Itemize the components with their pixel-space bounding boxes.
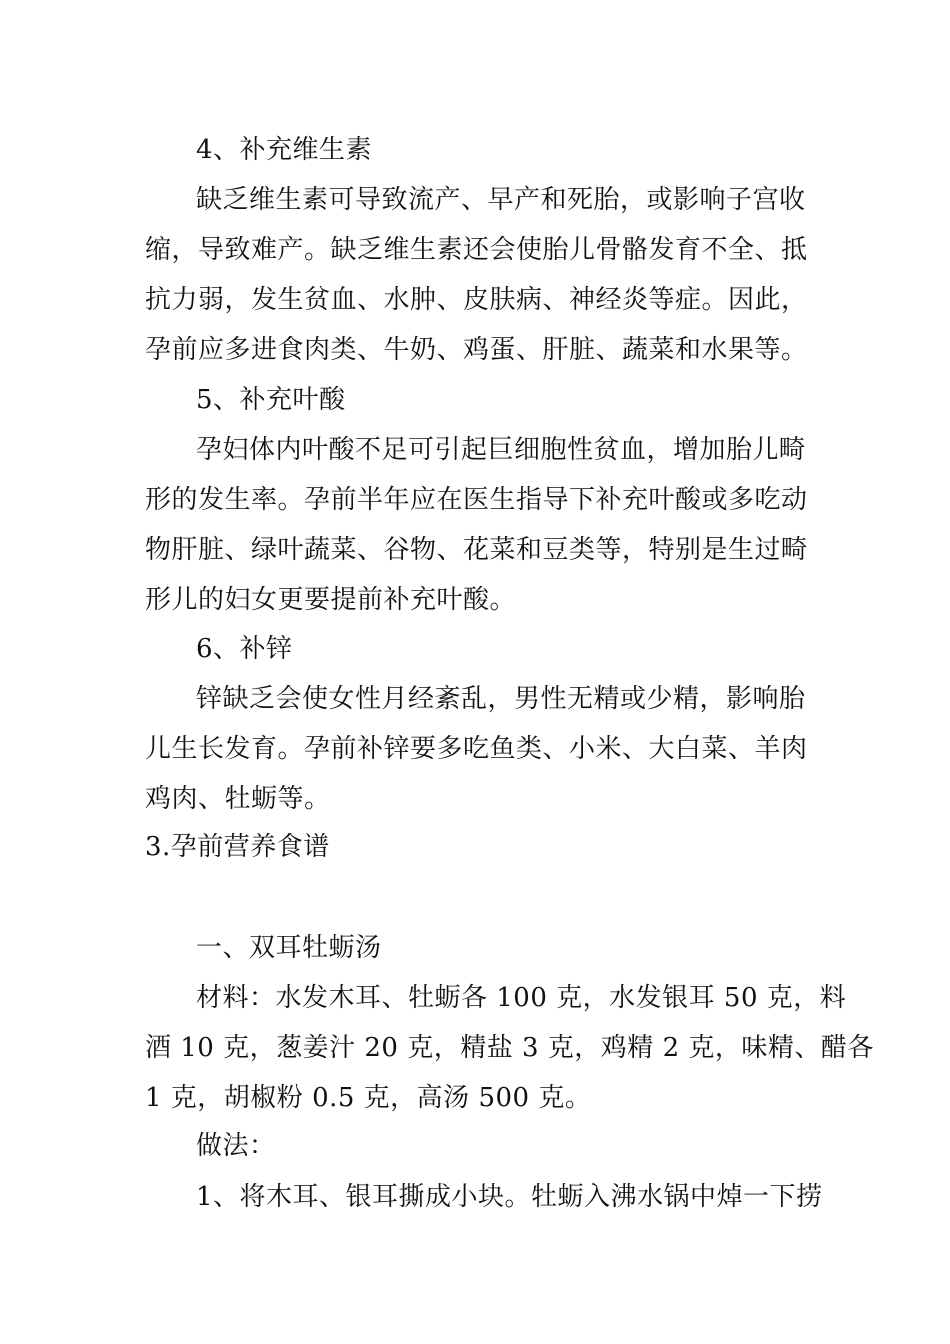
recipe-title: 一、双耳牡蛎汤 — [196, 933, 382, 963]
paragraph-line: 孕妇体内叶酸不足可引起巨细胞性贫血，增加胎儿畸 — [196, 435, 806, 465]
heading-folic-acid: 5、补充叶酸 — [196, 385, 346, 415]
ingredients-line: 酒 10 克，葱姜汁 20 克，精盐 3 克，鸡精 2 克，味精、醋各 — [145, 1033, 874, 1063]
paragraph-line: 抗力弱，发生贫血、水肿、皮肤病、神经炎等症。因此， — [145, 285, 808, 315]
paragraph-line: 鸡肉、牡蛎等。 — [145, 784, 331, 814]
heading-zinc: 6、补锌 — [196, 634, 293, 664]
paragraph-line: 缺乏维生素可导致流产、早产和死胎，或影响子宫收 — [196, 185, 806, 215]
ingredients-line: 材料：水发木耳、牡蛎各 100 克，水发银耳 50 克，料 — [196, 983, 847, 1013]
paragraph-line: 形的发生率。孕前半年应在医生指导下补充叶酸或多吃动 — [145, 485, 808, 515]
paragraph-line: 锌缺乏会使女性月经紊乱，男性无精或少精，影响胎 — [196, 684, 806, 714]
paragraph-line: 儿生长发育。孕前补锌要多吃鱼类、小米、大白菜、羊肉 — [145, 734, 808, 764]
method-step: 1、将木耳、银耳撕成小块。牡蛎入沸水锅中焯一下捞 — [196, 1182, 823, 1212]
paragraph-line: 物肝脏、绿叶蔬菜、谷物、花菜和豆类等，特别是生过畸 — [145, 535, 808, 565]
method-heading: 做法： — [196, 1131, 276, 1161]
heading-vitamins: 4、补充维生素 — [196, 135, 373, 165]
paragraph-line: 孕前应多进食肉类、牛奶、鸡蛋、肝脏、蔬菜和水果等。 — [145, 335, 808, 365]
ingredients-line: 1 克，胡椒粉 0.5 克，高汤 500 克。 — [145, 1083, 592, 1113]
paragraph-line: 缩，导致难产。缺乏维生素还会使胎儿骨骼发育不全、抵 — [145, 235, 808, 265]
section-heading-recipes: 3.孕前营养食谱 — [145, 832, 330, 862]
paragraph-line: 形儿的妇女更要提前补充叶酸。 — [145, 585, 517, 615]
